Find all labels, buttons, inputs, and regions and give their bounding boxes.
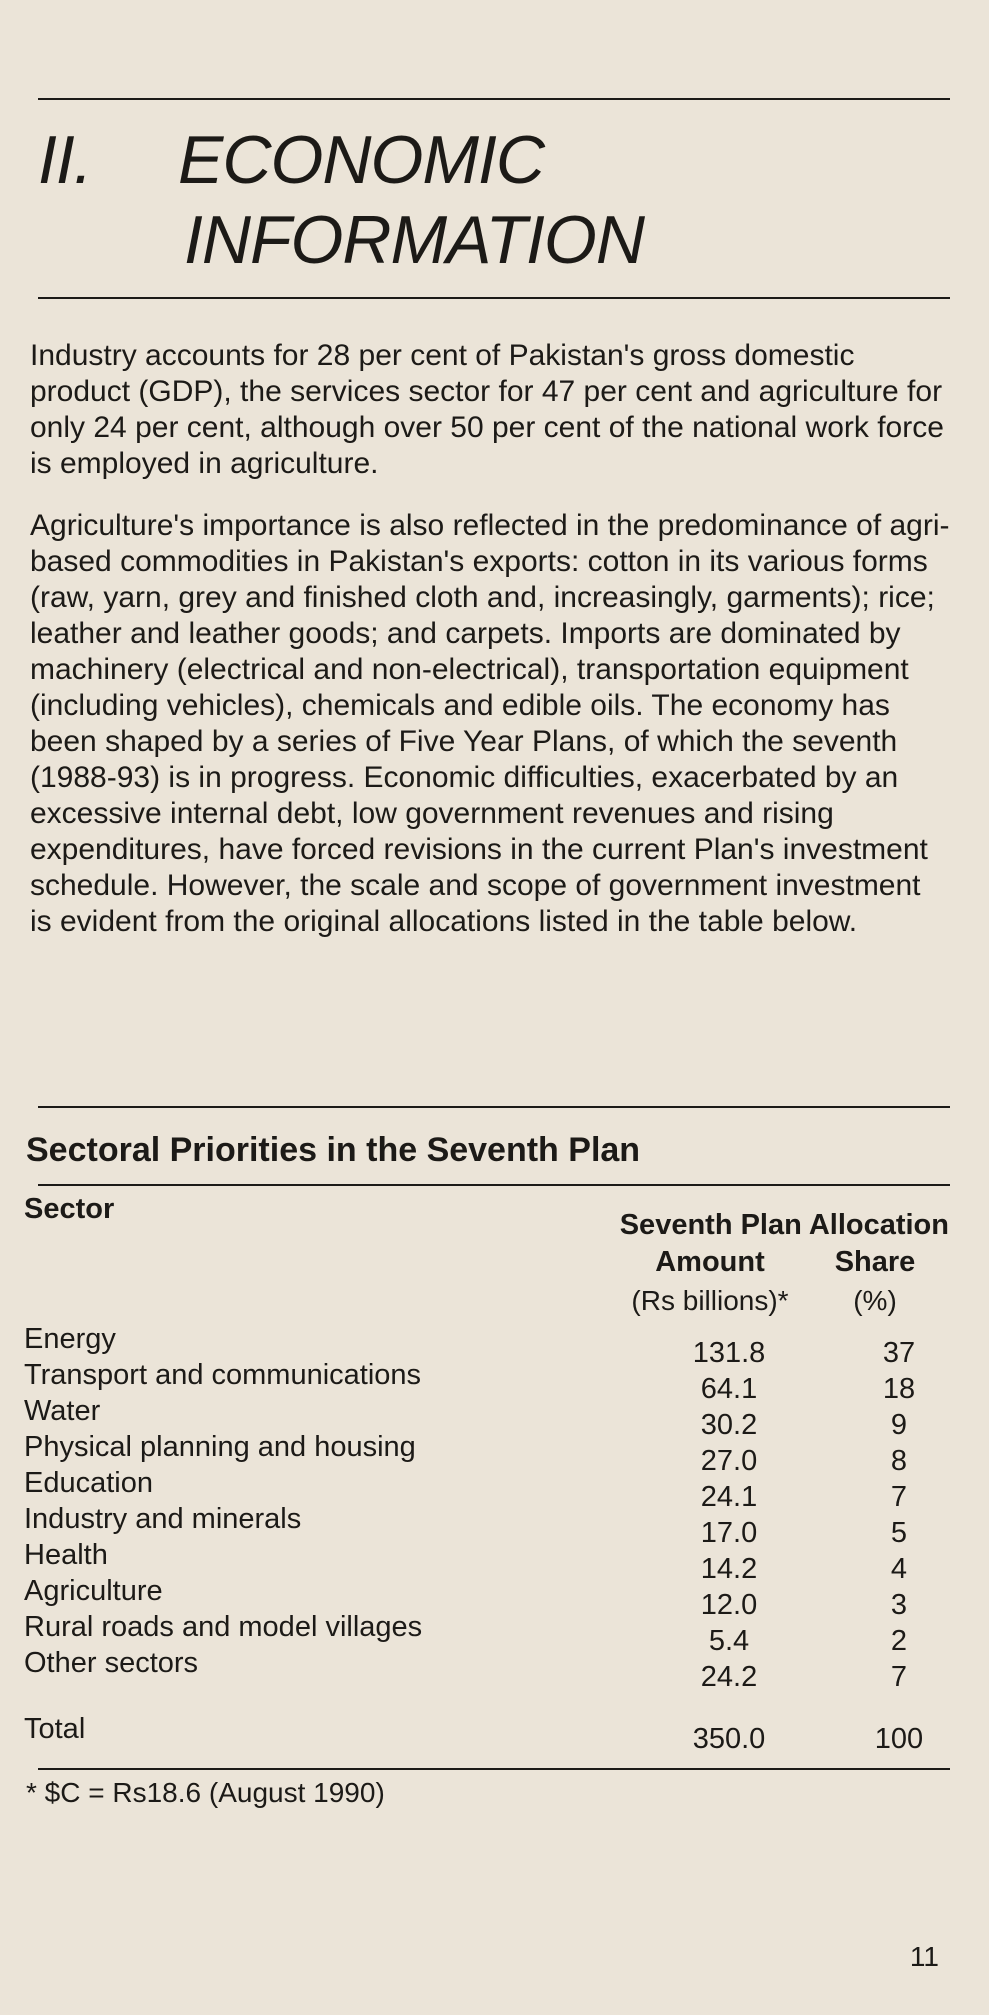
row-sector: Industry and minerals [24,1503,302,1535]
table-total-row [24,1712,944,1755]
table-bottom-rule [38,1768,950,1770]
section-number: II. [38,122,92,198]
row-amount: 24.2 [700,1661,758,1693]
row-share: 4 [890,1553,908,1585]
heading-bottom-rule [38,297,950,299]
section-title-line1: ECONOMIC [178,122,544,198]
row-share: 9 [890,1409,908,1441]
table-row [24,1358,944,1405]
paragraph-2-text: Agriculture's importance is also reflected in the predominance of agri-based commodities in Pakistan's exports: cotton in its various forms (raw, yarn, grey and finished cloth and, increasingly, garments); rice; leather and leather goods; and carpets. Imports are dominated by machinery (electrical and non-electrical), transportation equipment (including vehicles), chemicals and edible oils. The economy has been shaped by a series of Five Year Plans, of which the seventh (1988-93) is in progress. Economic difficulties, exacerbated by an excessive internal debt, low government revenues and rising expenditures, have forced revisions in the current Plan's investment schedule. However, the scale and scope of government investment is evident from the original allocations listed in the table below. [30,509,950,938]
row-amount: 12.0 [700,1589,758,1621]
table-row [24,1466,944,1513]
table-title-rule [38,1184,950,1186]
total-amount: 350.0 [692,1723,766,1755]
row-share: 7 [890,1661,908,1693]
top-rule [38,98,950,100]
page-number: 11 [909,1941,939,1972]
row-share: 2 [890,1625,908,1657]
paragraph-2 [30,508,950,940]
paragraph-1 [30,338,950,482]
amount-unit-label: (Rs billions)* [631,1285,789,1316]
row-sector: Education [24,1467,153,1499]
row-sector: Other sectors [24,1647,199,1679]
table-top-rule [38,1106,950,1108]
row-amount: 64.1 [700,1373,758,1405]
table-row [24,1610,944,1657]
section-title-line2: INFORMATION [184,202,644,278]
table-row [24,1502,944,1549]
row-share: 8 [890,1445,908,1477]
section-title [178,120,644,280]
row-share: 5 [890,1517,908,1549]
row-sector: Rural roads and model villages [24,1611,423,1643]
table-row [24,1574,944,1621]
table-row [24,1322,944,1369]
row-sector: Water [24,1395,101,1427]
table-row [24,1538,944,1585]
row-sector: Physical planning and housing [24,1431,416,1463]
row-sector: Transport and communications [24,1359,422,1391]
row-amount: 14.2 [700,1553,758,1585]
row-amount: 5.4 [708,1625,750,1657]
table-title: Sectoral Priorities in the Seventh Plan [26,1131,641,1169]
row-amount: 24.1 [700,1481,758,1513]
table-footnote: * $C = Rs18.6 (August 1990) [26,1777,385,1808]
row-share: 18 [882,1373,916,1405]
share-unit-label: (%) [853,1285,897,1316]
row-share: 7 [890,1481,908,1513]
row-sector: Health [24,1539,108,1571]
total-share: 100 [874,1723,924,1755]
allocation-header: Seventh Plan Allocation [619,1209,949,1241]
total-label: Total [24,1713,86,1745]
share-column-header: Share [834,1246,916,1278]
row-share: 3 [890,1589,908,1621]
table-body [24,1322,944,1693]
row-amount: 17.0 [700,1517,758,1549]
row-amount: 27.0 [700,1445,758,1477]
row-sector: Agriculture [24,1575,163,1607]
row-share: 37 [882,1337,916,1369]
table-row [24,1394,944,1441]
row-amount: 131.8 [692,1337,766,1369]
paragraph-1-text: Industry accounts for 28 per cent of Pakistan's gross domestic product (GDP), the services sector for 47 per cent and agriculture for only 24 per cent, although over 50 per cent of the national work force is employed in agriculture. [30,339,944,480]
row-amount: 30.2 [700,1409,758,1441]
table-row [24,1646,944,1693]
table-row [24,1430,944,1477]
row-sector: Energy [24,1323,116,1355]
sector-column-header: Sector [24,1193,115,1225]
amount-column-header: Amount [655,1246,765,1278]
